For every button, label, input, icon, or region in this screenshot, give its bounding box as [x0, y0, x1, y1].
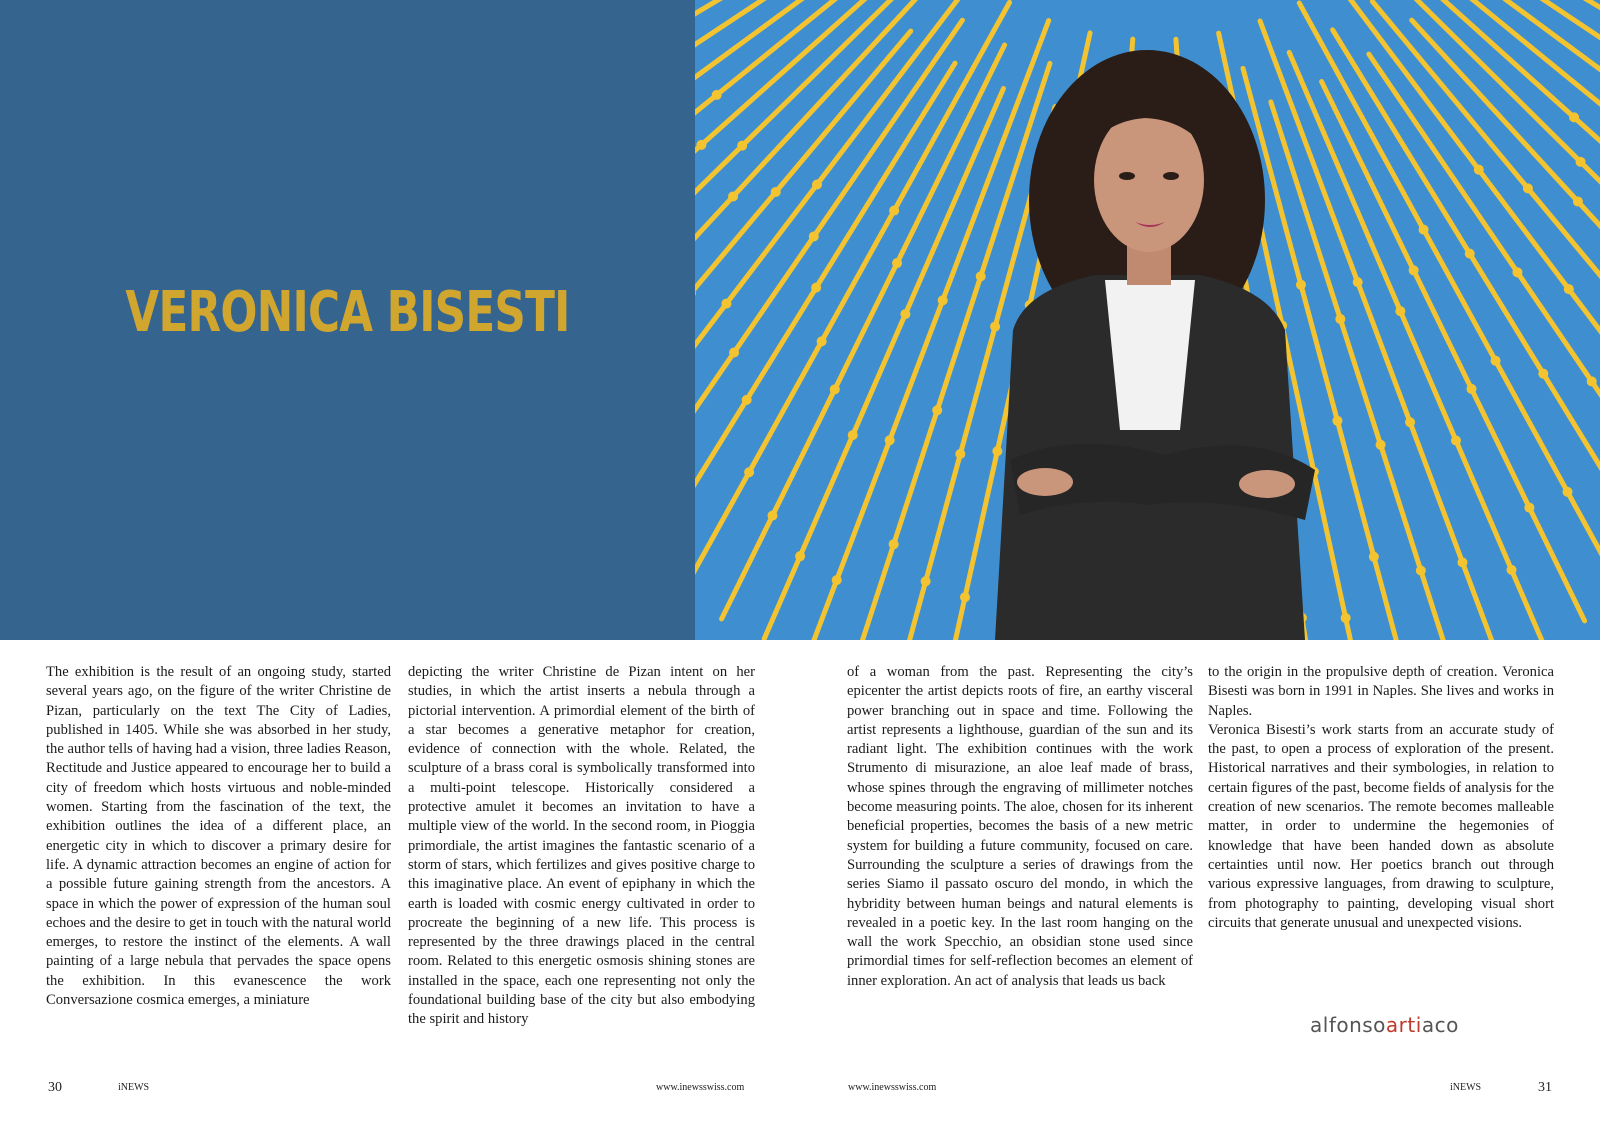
star-dot	[1524, 503, 1534, 513]
star-dot	[1416, 565, 1426, 575]
star-dot	[892, 258, 902, 268]
hand-left	[1017, 468, 1073, 496]
star-dot	[1491, 356, 1501, 366]
star-dot	[1465, 249, 1475, 259]
star-dot	[938, 295, 948, 305]
star-dot	[1573, 197, 1583, 207]
star-dot	[848, 430, 858, 440]
star-dot	[1523, 183, 1533, 193]
star-dot	[889, 206, 899, 216]
logo-text: aco	[1421, 1013, 1459, 1037]
paragraph: to the origin in the propulsive depth of creation. Veronica Bisesti was born in 1991 in Naples. She lives and works in Naples.	[1208, 664, 1554, 719]
article-title: VERONICA BISESTI	[125, 280, 570, 345]
logo-text-accent: arti	[1385, 1013, 1422, 1037]
star-dot	[811, 283, 821, 293]
brand-left: iNEWS	[118, 1082, 150, 1093]
star-dot	[830, 384, 840, 394]
gallery-logo	[1310, 1013, 1459, 1037]
shirt	[1105, 280, 1195, 430]
star-dot	[932, 405, 942, 415]
star-dot	[1451, 435, 1461, 445]
paragraph: depicting the writer Christine de Pizan intent on her studies, in which the artist inserts a nebula through a pictorial intervention. A primordial element of the birth of a star becomes a generative metaphor for creation, evidence of connection with the whole. Related, the sculpture of a brass coral is symbolically transformed into a multi-point telescope. Historically considered a protective amulet it becomes an invitation to have a multiple view of the world. In the second room, in Pioggia primordiale, the artist imagines the fantastic scenario of a storm of stars, which fertilizes and gives positive charge to this imaginative place. An event of epiphany in which the earth is loaded with cosmic energy cultivated in order to procreate the beginning of a new life. This process is represented by the three drawings placed in the central room. Related to this energetic osmosis shining stones are installed in the space, each one representing not only the foundational building base of the city but also embodying the spirit and history	[408, 664, 755, 1028]
artist-portrait-photo	[695, 0, 1600, 640]
star-dot	[1512, 267, 1522, 277]
star-dot	[990, 322, 1000, 332]
url-left: www.inewsswiss.com	[656, 1082, 745, 1093]
star-dot	[992, 446, 1002, 456]
star-dot	[921, 576, 931, 586]
star-dot	[812, 179, 822, 189]
star-dot	[1457, 557, 1467, 567]
star-dot	[1564, 284, 1574, 294]
star-dot	[1576, 157, 1586, 167]
star-dot	[1587, 376, 1597, 386]
star-dot	[729, 347, 739, 357]
star-dot	[955, 449, 965, 459]
star-dot	[712, 90, 722, 100]
hand-right	[1239, 470, 1295, 498]
paragraph: Veronica Bisesti’s work starts from an accurate study of the past, to open a process of exploration of the present. Historical narratives and their symbologies, in relation to certain figures of the past, become fields of analysis for the creation of new scenarios. The remote becomes malleable matter, in order to undermine the hegemonies of knowledge that have been handed down as absolute certainties until now. Her poetics branch out through various expressive languages, from drawing to sculpture, from photography to painting, developing visual short circuits that generate unusual and unexpected visions.	[1208, 721, 1554, 931]
star-dot	[1409, 265, 1419, 275]
star-dot	[976, 271, 986, 281]
paragraph: The exhibition is the result of an ongoing study, started several years ago, on the figure of the writer Christine de Pizan, particularly on the text The City of Ladies, published in 1405. While she was absorbed in her study, the author tells of having had a vision, three ladies Reason, Rectitude and Justice appeared to encourage her to build a city of freedom which hosts virtuous and noble-minded women. Starting from the fascination of the text, the exhibition outlines the idea of a different place, an energetic city in which to discover a primary desire for life. A dynamic attraction becomes an engine of action for a possible future gaining strength from the ancestors. A space in which the power of expression of the human soul echoes and the desire to get in touch with the natural world emerges, to restore the instinct of the elements. A wall painting of a large nebula that pervades the space opens the exhibition. In this evanescence the work Conversazione cosmica emerges, a miniature	[46, 664, 391, 1009]
star-dot	[744, 467, 754, 477]
star-dot	[1474, 165, 1484, 175]
star-dot	[742, 395, 752, 405]
star-dot	[1562, 487, 1572, 497]
star-dot	[817, 336, 827, 346]
paragraph: of a woman from the past. Representing the city’s epicenter the artist depicts roots of fire, an earthy visceral power branching out in space and time. Following the artist represents a lighthouse, guardian of the sun and its radiant light. The exhibition continues with the work Strumento di misurazione, an aloe leaf made of brass, whose spines through the engraving of millimeter notches become measuring points. The aloe, chosen for its inherent beneficial properties, becomes the basis of a new metric system for building a future community, focused on care. Surrounding the sculpture a series of drawings from the series Siamo il passato oscuro del mondo, in which the hybridity between human beings and natural elements is revealed in a poetic key. In the last room hanging on the wall the work Specchio, an obsidian stone used since primordial times for self-reflection becomes an element of inner exploration. An act of analysis that leads us back	[847, 664, 1193, 989]
star-dot	[771, 187, 781, 197]
page-number-left: 30	[48, 1080, 62, 1095]
star-dot	[960, 592, 970, 602]
star-dot	[1376, 440, 1386, 450]
star-dot	[832, 575, 842, 585]
star-dot	[1467, 384, 1477, 394]
text-column-1	[46, 663, 391, 1010]
star-dot	[696, 140, 706, 150]
title-panel	[0, 0, 695, 640]
star-dot	[768, 511, 778, 521]
url-right: www.inewsswiss.com	[848, 1082, 937, 1093]
star-dot	[1369, 552, 1379, 562]
text-column-2	[408, 663, 755, 1030]
star-dot	[728, 191, 738, 201]
star-dot	[721, 299, 731, 309]
star-dot	[809, 231, 819, 241]
star-dot	[1296, 280, 1306, 290]
star-dot	[889, 539, 899, 549]
logo-text: alfonso	[1310, 1013, 1386, 1037]
star-dot	[900, 309, 910, 319]
star-dot	[795, 551, 805, 561]
text-column-3	[847, 663, 1193, 991]
star-dot	[737, 141, 747, 151]
star-dot	[1538, 369, 1548, 379]
star-dot	[1353, 277, 1363, 287]
star-dot	[1341, 613, 1351, 623]
text-column-4	[1208, 663, 1554, 933]
star-dot	[1335, 314, 1345, 324]
star-dot	[1419, 225, 1429, 235]
star-dot	[1395, 306, 1405, 316]
brand-right: iNEWS	[1450, 1082, 1482, 1093]
page-number-right: 31	[1538, 1080, 1552, 1095]
star-dot	[1507, 565, 1517, 575]
star-dot	[1332, 416, 1342, 426]
star-dot	[885, 435, 895, 445]
portrait-illustration	[695, 0, 1600, 640]
star-dot	[1405, 417, 1415, 427]
star-dot	[1569, 112, 1579, 122]
